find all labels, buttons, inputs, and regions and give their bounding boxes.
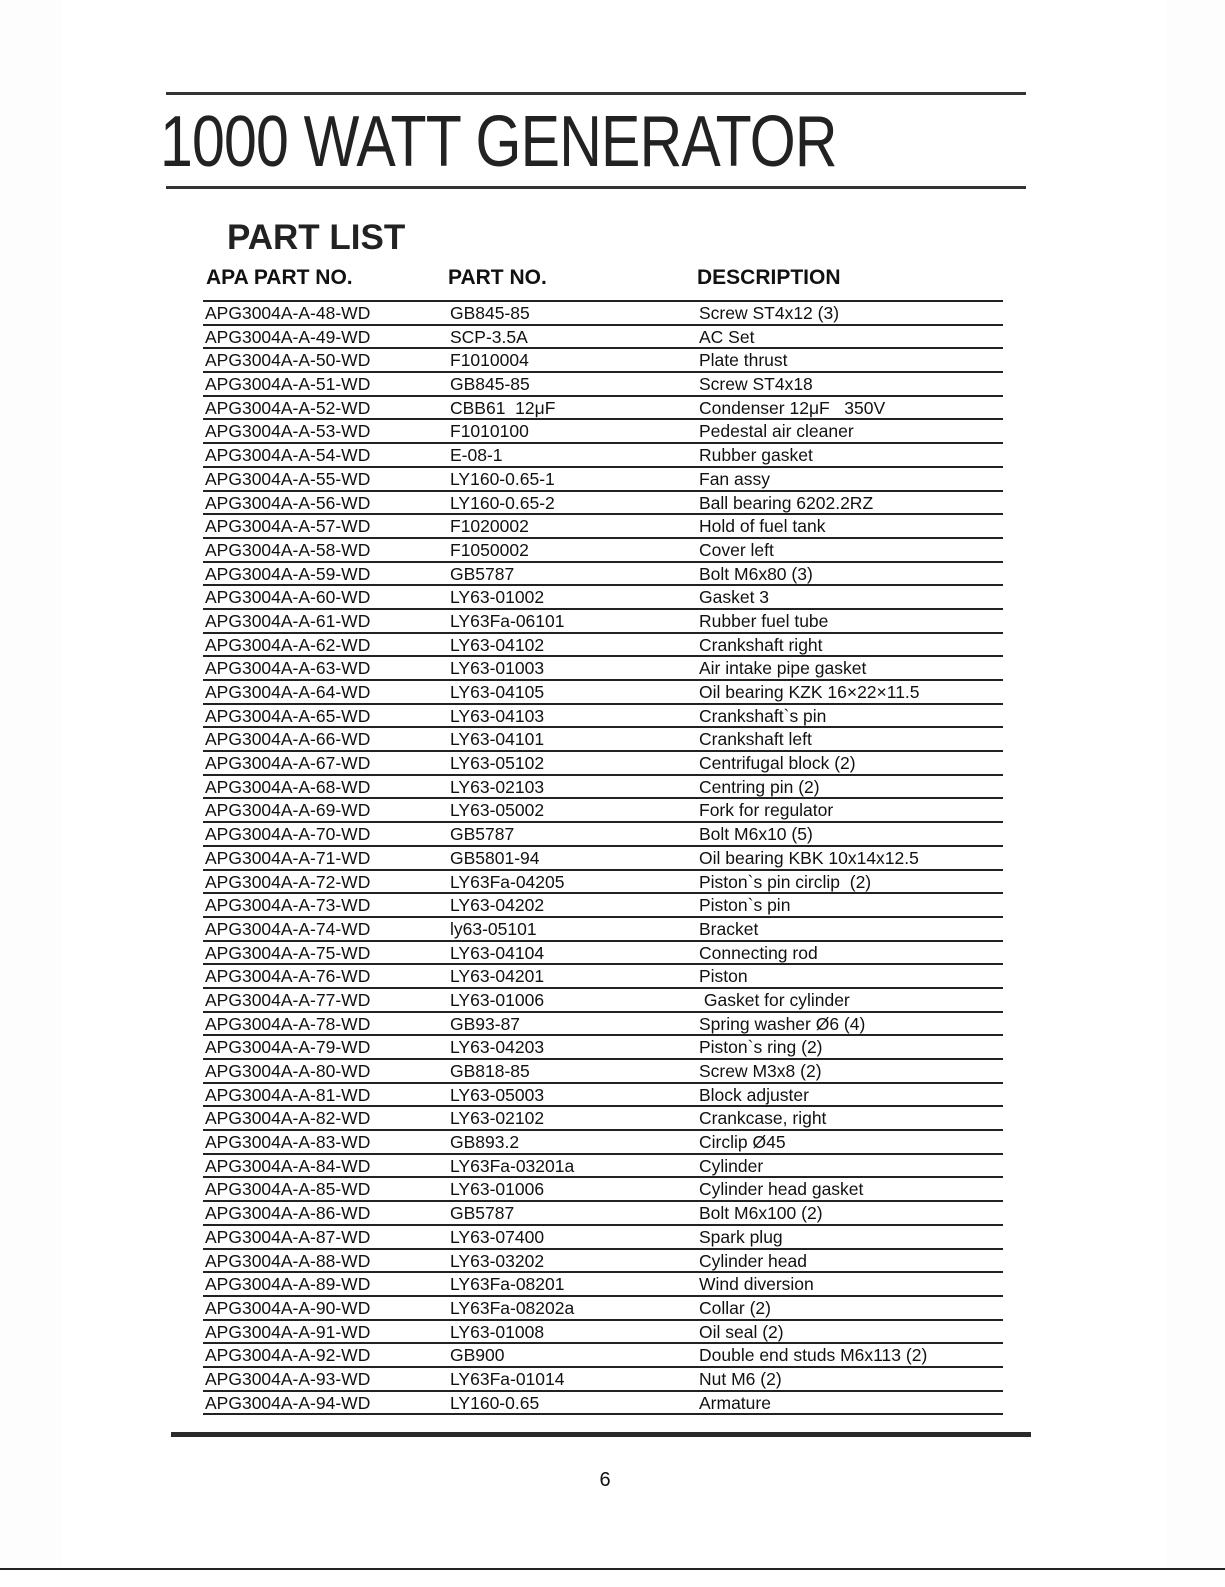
part-no-cell: ly63-05101 <box>450 918 537 939</box>
part-no-cell: LY63-04203 <box>450 1037 545 1058</box>
part-no-cell: LY160-0.65 <box>450 1392 540 1413</box>
apa-part-no-cell: APG3004A-A-57-WD <box>205 516 371 537</box>
part-no-cell: F1050002 <box>450 539 529 560</box>
part-no-cell: LY63-01006 <box>450 989 545 1010</box>
part-no-cell: GB900 <box>450 1345 505 1366</box>
column-header-part-no: PART NO. <box>448 266 547 289</box>
part-no-cell: LY63-04202 <box>450 895 545 916</box>
parts-table <box>203 300 1003 1415</box>
part-no-cell: LY63-04102 <box>450 634 545 655</box>
part-no-cell: GB93-87 <box>450 1013 521 1034</box>
description-cell: Spark plug <box>699 1226 783 1247</box>
part-no-cell: LY63Fa-08201 <box>450 1274 565 1295</box>
apa-part-no-cell: APG3004A-A-85-WD <box>205 1179 371 1200</box>
apa-part-no-cell: APG3004A-A-72-WD <box>205 871 371 892</box>
description-cell: Wind diversion <box>699 1274 814 1295</box>
part-no-cell: GB5801-94 <box>450 847 540 868</box>
table-row <box>203 1226 1003 1250</box>
apa-part-no-cell: APG3004A-A-93-WD <box>205 1368 371 1389</box>
description-cell: Rubber gasket <box>699 445 813 466</box>
description-cell: Condenser 12μF 350V <box>699 397 886 418</box>
footer-rule <box>171 1432 1031 1437</box>
table-row <box>203 657 1003 681</box>
description-cell: Bolt M6x100 (2) <box>699 1203 823 1224</box>
table-row <box>203 1344 1003 1368</box>
table-row <box>203 871 1003 895</box>
apa-part-no-cell: APG3004A-A-51-WD <box>205 374 371 395</box>
description-cell: Cylinder head gasket <box>699 1179 864 1200</box>
table-row <box>203 420 1003 444</box>
apa-part-no-cell: APG3004A-A-69-WD <box>205 800 371 821</box>
apa-part-no-cell: APG3004A-A-79-WD <box>205 1037 371 1058</box>
apa-part-no-cell: APG3004A-A-70-WD <box>205 824 371 845</box>
table-row <box>203 444 1003 468</box>
part-no-cell: LY63-04101 <box>450 729 545 750</box>
table-row <box>203 492 1003 516</box>
apa-part-no-cell: APG3004A-A-53-WD <box>205 421 371 442</box>
apa-part-no-cell: APG3004A-A-92-WD <box>205 1345 371 1366</box>
part-no-cell: LY63-03202 <box>450 1250 545 1271</box>
table-row <box>203 681 1003 705</box>
description-cell: Screw ST4x12 (3) <box>699 303 840 323</box>
table-row <box>203 326 1003 350</box>
part-no-cell: F1010100 <box>450 421 529 442</box>
description-cell: Plate thrust <box>699 350 788 371</box>
column-header-apa-part-no: APA PART NO. <box>206 266 353 289</box>
apa-part-no-cell: APG3004A-A-81-WD <box>205 1084 371 1105</box>
part-no-cell: LY63Fa-03201a <box>450 1155 575 1176</box>
table-row <box>203 563 1003 587</box>
part-no-cell: GB5787 <box>450 1203 515 1224</box>
table-row <box>203 989 1003 1013</box>
apa-part-no-cell: APG3004A-A-91-WD <box>205 1321 371 1342</box>
apa-part-no-cell: APG3004A-A-89-WD <box>205 1274 371 1295</box>
description-cell: Piston <box>699 966 748 987</box>
apa-part-no-cell: APG3004A-A-59-WD <box>205 563 371 584</box>
table-row <box>203 1060 1003 1084</box>
description-cell: Spring washer Ø6 (4) <box>699 1013 866 1034</box>
description-cell: Nut M6 (2) <box>699 1368 782 1389</box>
part-no-cell: LY63-05102 <box>450 753 545 774</box>
apa-part-no-cell: APG3004A-A-74-WD <box>205 918 371 939</box>
description-cell: Gasket for cylinder <box>699 989 850 1010</box>
description-cell: Piston`s pin <box>699 895 791 916</box>
table-row <box>203 705 1003 729</box>
table-row <box>203 634 1003 658</box>
description-cell: Hold of fuel tank <box>699 516 826 537</box>
part-no-cell: LY63-04105 <box>450 682 545 702</box>
table-row <box>203 1084 1003 1108</box>
part-no-cell: LY63-02103 <box>450 776 545 797</box>
part-no-cell: LY63-05003 <box>450 1084 545 1105</box>
table-row <box>203 799 1003 823</box>
apa-part-no-cell: APG3004A-A-55-WD <box>205 468 371 489</box>
apa-part-no-cell: APG3004A-A-63-WD <box>205 658 371 679</box>
apa-part-no-cell: APG3004A-A-75-WD <box>205 942 371 963</box>
apa-part-no-cell: APG3004A-A-83-WD <box>205 1132 371 1153</box>
description-cell: Fan assy <box>699 468 770 489</box>
apa-part-no-cell: APG3004A-A-58-WD <box>205 539 371 560</box>
description-cell: Cylinder <box>699 1155 764 1176</box>
table-row <box>203 1107 1003 1131</box>
part-no-cell: F1010004 <box>450 350 529 371</box>
table-row <box>203 1178 1003 1202</box>
table-row <box>203 373 1003 397</box>
apa-part-no-cell: APG3004A-A-64-WD <box>205 682 371 702</box>
description-cell: Rubber fuel tube <box>699 610 829 631</box>
table-row <box>203 1392 1003 1416</box>
description-cell: Bolt M6x80 (3) <box>699 563 813 584</box>
description-cell: Block adjuster <box>699 1084 809 1105</box>
part-no-cell: LY63-05002 <box>450 800 545 821</box>
table-row <box>203 1155 1003 1179</box>
page-number: 6 <box>599 1469 611 1491</box>
table-row <box>203 302 1003 326</box>
apa-part-no-cell: APG3004A-A-90-WD <box>205 1297 371 1318</box>
part-no-cell: LY63Fa-01014 <box>450 1368 565 1389</box>
apa-part-no-cell: APG3004A-A-78-WD <box>205 1013 371 1034</box>
part-no-cell: LY63-04104 <box>450 942 545 963</box>
apa-part-no-cell: APG3004A-A-77-WD <box>205 989 371 1010</box>
apa-part-no-cell: APG3004A-A-48-WD <box>205 303 371 323</box>
description-cell: Oil seal (2) <box>699 1321 784 1342</box>
description-cell: Piston`s ring (2) <box>699 1037 823 1058</box>
description-cell: AC Set <box>699 326 755 347</box>
part-no-cell: LY63-02102 <box>450 1108 545 1129</box>
description-cell: Fork for regulator <box>699 800 834 821</box>
part-no-cell: GB845-85 <box>450 374 530 395</box>
description-cell: Circlip Ø45 <box>699 1132 786 1153</box>
table-row <box>203 847 1003 871</box>
part-no-cell: LY63Fa-04205 <box>450 871 565 892</box>
part-no-cell: LY63Fa-06101 <box>450 610 565 631</box>
part-no-cell: LY63-04103 <box>450 705 545 726</box>
part-no-cell: LY63Fa-08202a <box>450 1297 575 1318</box>
apa-part-no-cell: APG3004A-A-73-WD <box>205 895 371 916</box>
description-cell: Crankcase, right <box>699 1108 827 1129</box>
document-title: 1000 WATT GENERATOR <box>160 102 837 182</box>
table-row <box>203 965 1003 989</box>
table-row <box>203 1321 1003 1345</box>
table-row <box>203 1297 1003 1321</box>
table-row <box>203 752 1003 776</box>
description-cell: Bracket <box>699 918 759 939</box>
apa-part-no-cell: APG3004A-A-52-WD <box>205 397 371 418</box>
description-cell: Cover left <box>699 539 774 560</box>
table-row <box>203 1202 1003 1226</box>
table-row <box>203 1131 1003 1155</box>
title-top-rule <box>166 92 1026 95</box>
apa-part-no-cell: APG3004A-A-49-WD <box>205 326 371 347</box>
table-row <box>203 918 1003 942</box>
apa-part-no-cell: APG3004A-A-76-WD <box>205 966 371 987</box>
table-row <box>203 894 1003 918</box>
description-cell: Bolt M6x10 (5) <box>699 824 813 845</box>
table-row <box>203 1013 1003 1037</box>
description-cell: Oil bearing KBK 10x14x12.5 <box>699 847 919 868</box>
part-no-cell: LY63-01003 <box>450 658 545 679</box>
part-no-cell: E-08-1 <box>450 445 503 466</box>
description-cell: Armature <box>699 1392 771 1413</box>
description-cell: Centrifugal block (2) <box>699 753 856 774</box>
table-row <box>203 1368 1003 1392</box>
apa-part-no-cell: APG3004A-A-50-WD <box>205 350 371 371</box>
apa-part-no-cell: APG3004A-A-61-WD <box>205 610 371 631</box>
apa-part-no-cell: APG3004A-A-67-WD <box>205 753 371 774</box>
part-no-cell: SCP-3.5A <box>450 326 528 347</box>
table-row <box>203 776 1003 800</box>
description-cell: Air intake pipe gasket <box>699 658 867 679</box>
table-row <box>203 515 1003 539</box>
description-cell: Oil bearing KZK 16×22×11.5 <box>699 682 920 702</box>
description-cell: Centring pin (2) <box>699 776 820 797</box>
part-no-cell: LY160-0.65-2 <box>450 492 555 513</box>
table-row <box>203 586 1003 610</box>
description-cell: Crankshaft left <box>699 729 812 750</box>
apa-part-no-cell: APG3004A-A-71-WD <box>205 847 371 868</box>
description-cell: Collar (2) <box>699 1297 771 1318</box>
description-cell: Double end studs M6x113 (2) <box>699 1345 928 1366</box>
table-row <box>203 539 1003 563</box>
table-row <box>203 468 1003 492</box>
apa-part-no-cell: APG3004A-A-54-WD <box>205 445 371 466</box>
part-no-cell: GB5787 <box>450 824 515 845</box>
table-row <box>203 1250 1003 1274</box>
apa-part-no-cell: APG3004A-A-87-WD <box>205 1226 371 1247</box>
description-cell: Gasket 3 <box>699 587 770 608</box>
description-cell: Screw M3x8 (2) <box>699 1061 822 1081</box>
section-title: PART LIST <box>227 218 406 257</box>
description-cell: Crankshaft`s pin <box>699 705 827 726</box>
table-row <box>203 728 1003 752</box>
part-no-cell: CBB61 12μF <box>450 397 556 418</box>
description-cell: Crankshaft right <box>699 634 823 655</box>
table-row <box>203 1036 1003 1060</box>
table-row <box>203 823 1003 847</box>
page-bottom-edge <box>0 1568 1225 1587</box>
description-cell: Cylinder head <box>699 1250 807 1271</box>
description-cell: Connecting rod <box>699 942 818 963</box>
title-bottom-rule <box>166 186 1026 189</box>
apa-part-no-cell: APG3004A-A-88-WD <box>205 1250 371 1271</box>
part-no-cell: GB818-85 <box>450 1061 530 1081</box>
part-no-cell: F1020002 <box>450 516 529 537</box>
table-row <box>203 397 1003 421</box>
part-no-cell: LY160-0.65-1 <box>450 468 555 489</box>
apa-part-no-cell: APG3004A-A-65-WD <box>205 705 371 726</box>
apa-part-no-cell: APG3004A-A-84-WD <box>205 1155 371 1176</box>
part-no-cell: LY63-01008 <box>450 1321 545 1342</box>
table-row <box>203 942 1003 966</box>
description-cell: Pedestal air cleaner <box>699 421 854 442</box>
apa-part-no-cell: APG3004A-A-56-WD <box>205 492 371 513</box>
table-row <box>203 349 1003 373</box>
part-no-cell: LY63-01002 <box>450 587 545 608</box>
table-row <box>203 1273 1003 1297</box>
part-no-cell: LY63-07400 <box>450 1226 545 1247</box>
apa-part-no-cell: APG3004A-A-94-WD <box>205 1392 371 1413</box>
description-cell: Piston`s pin circlip (2) <box>699 871 872 892</box>
table-row <box>203 610 1003 634</box>
part-no-cell: GB845-85 <box>450 303 530 323</box>
description-cell: Screw ST4x18 <box>699 374 813 395</box>
apa-part-no-cell: APG3004A-A-62-WD <box>205 634 371 655</box>
description-cell: Ball bearing 6202.2RZ <box>699 492 874 513</box>
apa-part-no-cell: APG3004A-A-80-WD <box>205 1061 371 1081</box>
part-no-cell: LY63-01006 <box>450 1179 545 1200</box>
apa-part-no-cell: APG3004A-A-60-WD <box>205 587 371 608</box>
part-no-cell: LY63-04201 <box>450 966 545 987</box>
apa-part-no-cell: APG3004A-A-82-WD <box>205 1108 371 1129</box>
part-no-cell: GB893.2 <box>450 1132 520 1153</box>
part-no-cell: GB5787 <box>450 563 515 584</box>
apa-part-no-cell: APG3004A-A-86-WD <box>205 1203 371 1224</box>
apa-part-no-cell: APG3004A-A-68-WD <box>205 776 371 797</box>
apa-part-no-cell: APG3004A-A-66-WD <box>205 729 371 750</box>
column-header-description: DESCRIPTION <box>697 266 841 289</box>
